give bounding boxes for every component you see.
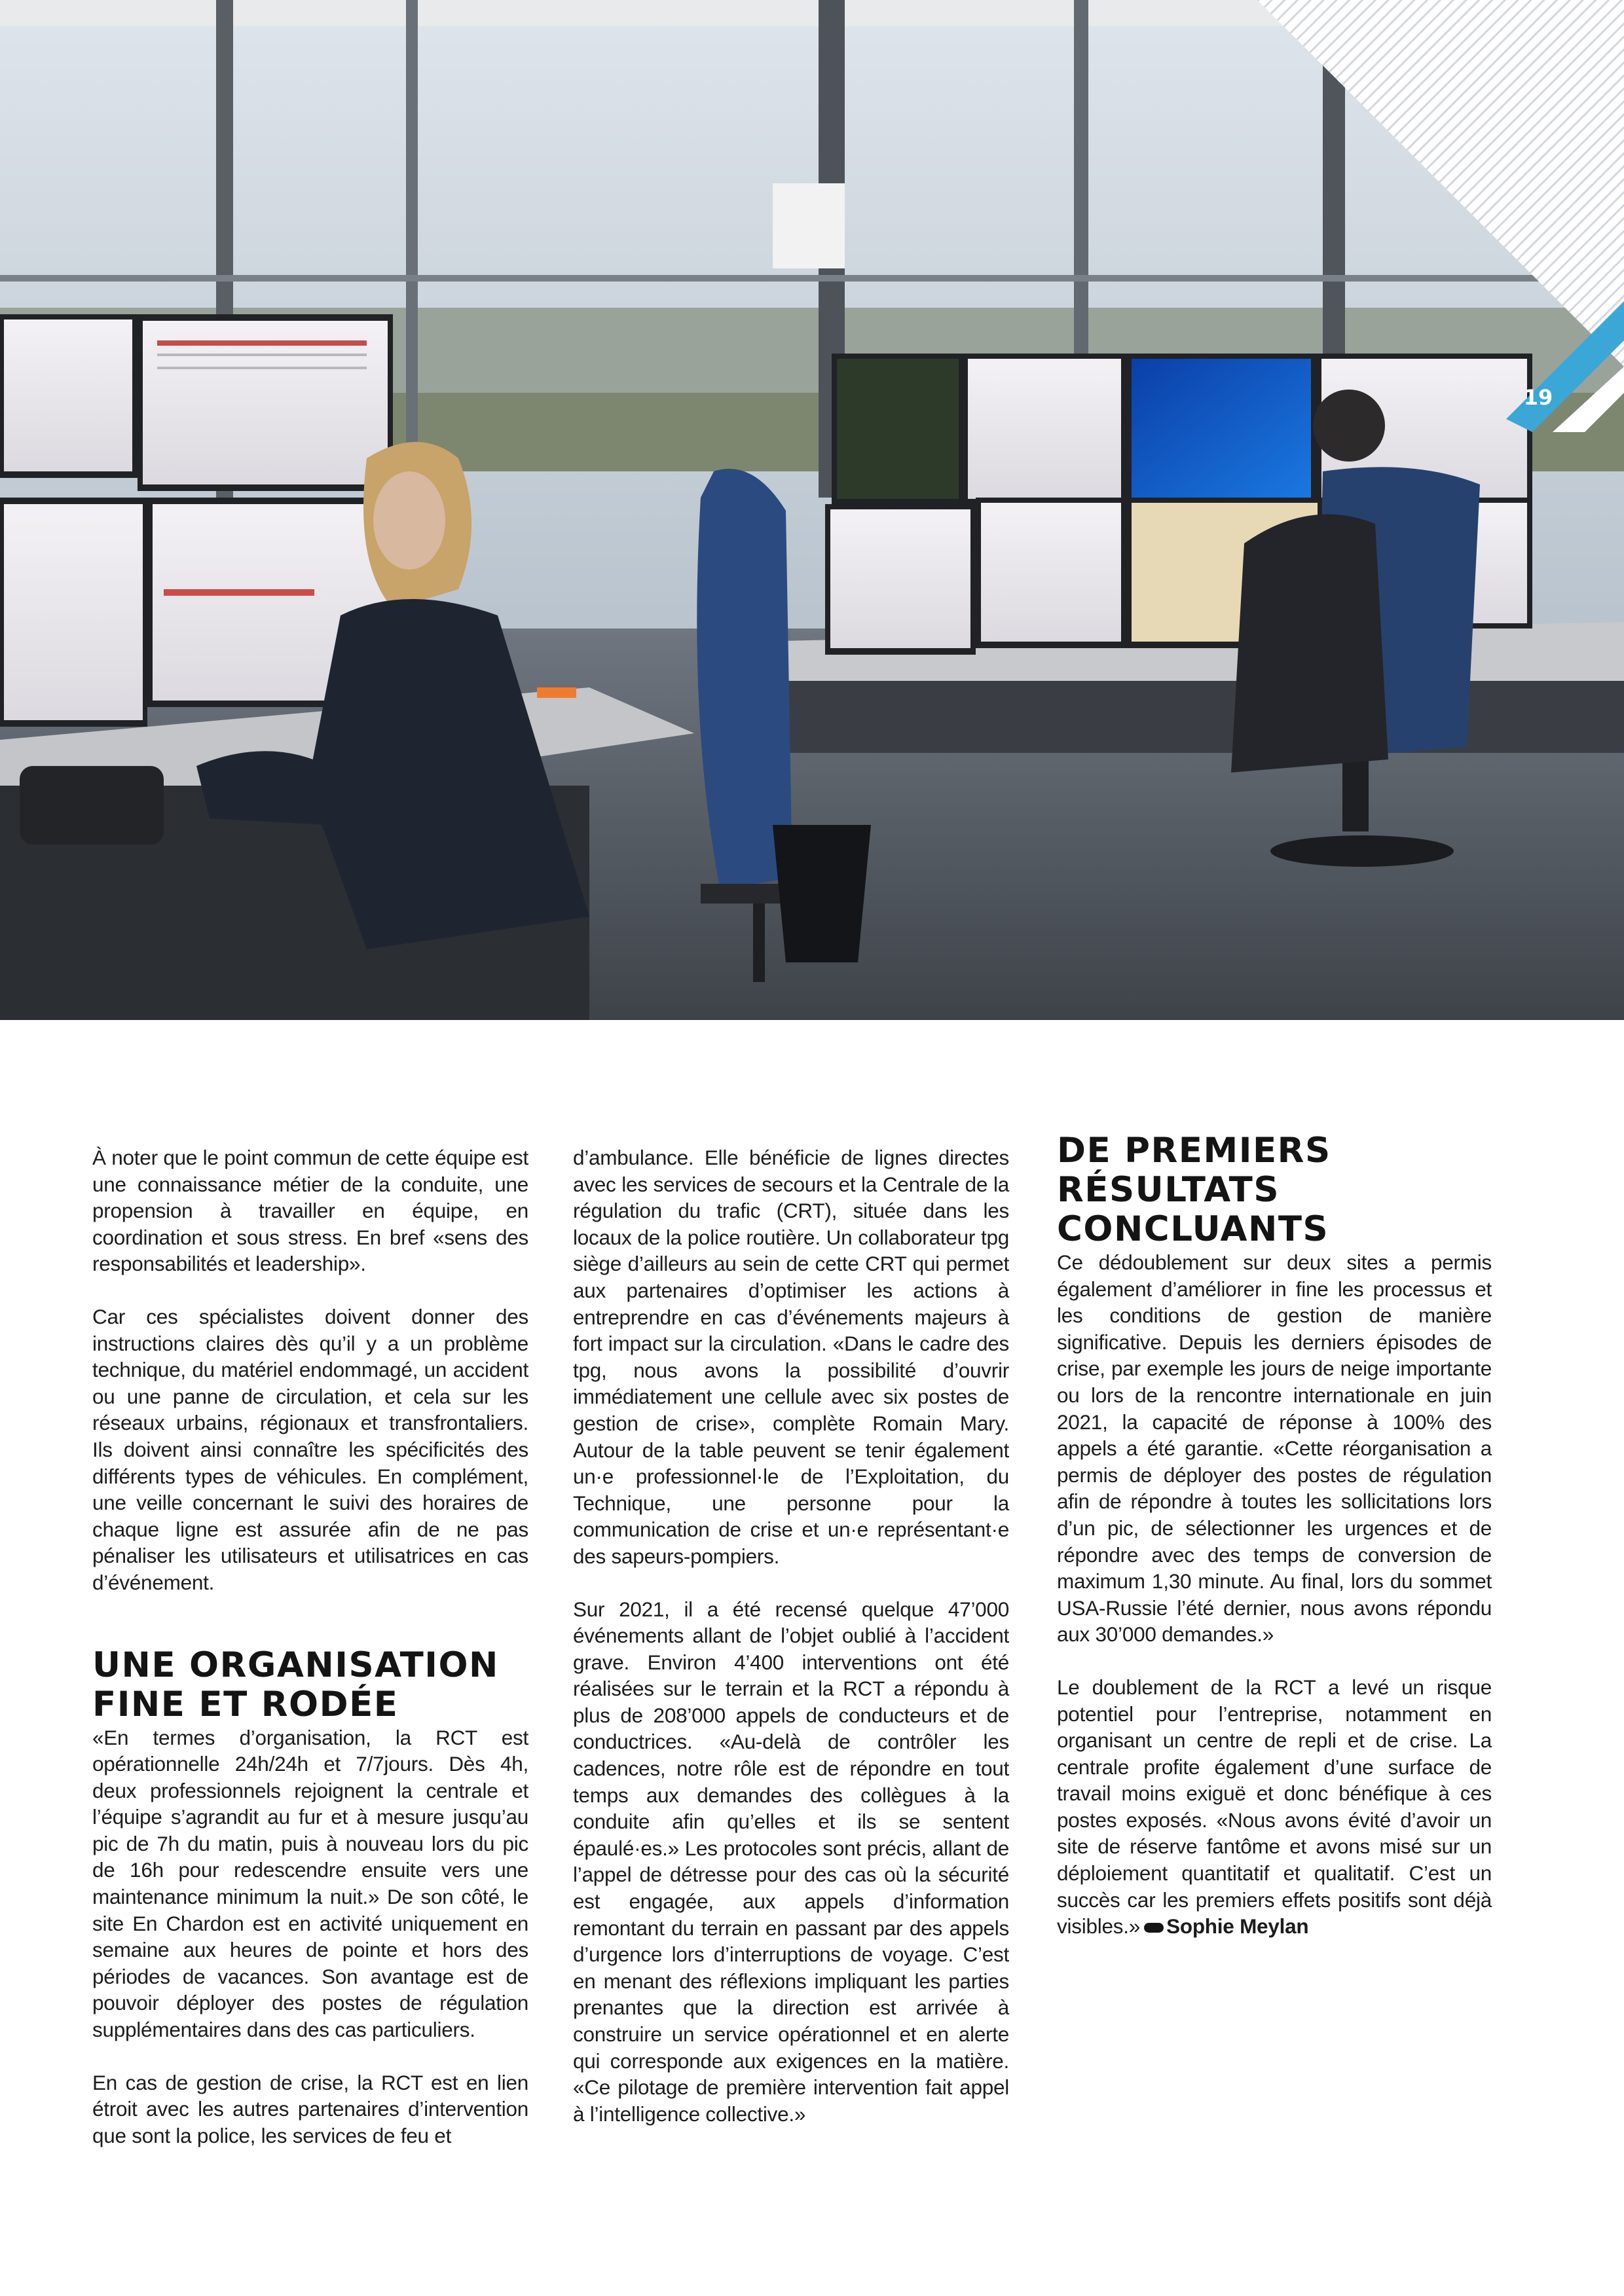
page-number: 19 [1523,385,1553,410]
closing-paragraph [1057,1674,1492,1940]
paragraph: Ce dédoublement sur deux sites a permis également d’améliorer in fine les processus et les conditions de gestion de manière significative. Depuis les derniers épisodes de crise, par exemple les jours de neige importante ou lors de la rencontre internationale en juin 2021, la capacité de réponse à 100% des appels a été garantie. «Cette réorganisation a permis de déployer des postes de régulation afin de répondre à toutes les sollicitations lors d’un pic, de sélectionner les urgences et de répondre avec des temps de conversion de maximum 1,30 minute. Au final, lors du sommet USA-Russie l’été dernier, nous avons répondu aux 30’000 demandes.» [1057,1250,1492,1647]
signature-mark-icon [1144,1923,1164,1933]
paragraph: À noter que le point commun de cette équipe est une connaissance métier de la conduite, une propension à travailler en équipe, en coordination et sous stress. En bref «sens des responsabilités et leadership». [92,1146,528,1276]
paragraph: «En termes d’organisation, la RCT est opérationnelle 24h/24h et 7/7jours. Dès 4h, deux professionnels rejoignent la centrale et l’équipe s’agrandit au fur et à mesure jusqu’au pic de 7h du matin, puis à nouveau lors du pic de 16h pour redescendre ensuite vers une maintenance minimum la nuit.» De son côté, le site En Chardon est en activité uniquement en semaine aux heures de pointe et hors des périodes de vacances. Son avantage est de pouvoir déployer des postes de régulation supplémentaires dans des cas particuliers. [92,1725,528,2042]
paragraph: Car ces spécialistes doivent donner des instructions claires dès qu’il y a un problème technique, du matériel endommagé, un accident ou une panne de circulation, et cela sur les réseaux urbains, régionaux et transfrontaliers. Ils doivent ainsi connaître les spécificités des différents types de véhicules. En complément, une veille concernant le suivi des horaires de chaque ligne est assurée afin de ne pas pénaliser les utilisateurs et utilisatrices en cas d’événement. [92,1304,528,1594]
paragraph: En cas de gestion de crise, la RCT est en lien étroit avec les autres partenaires d’intervention que sont la police, les services de feu et [92,2070,528,2147]
section-heading: DE PREMIERS RÉSULTATS CONCLUANTS [1057,1131,1331,1249]
paragraph-text: Le doublement de la RCT a levé un risque potentiel pour l’entreprise, notamment en organisant un centre de repli et de crise. La centrale profite également d’une surface de travail moins exiguë et donc bénéfique à ces postes exposés. «Nous avons évité d’avoir un site de réserve fantôme et avons misé sur un déploiement quantitatif et qualitatif. C’est un succès car les premiers effets positifs sont déjà visibles.» [1057,1675,1492,1939]
article-column-1 [92,1144,528,2149]
page-corner-decoration [1257,0,1624,432]
paragraph: d’ambulance. Elle bénéficie de lignes directes avec les services de secours et la Centrale de la régulation du trafic (CRT), située dans les locaux de la police routière. Un collaborateur tpg siège d’ailleurs au sein de cette CRT qui permet aux partenaires d’optimiser les actions à entreprendre en cas d’événements majeurs à fort impact sur la circulation. «Dans le cadre des tpg, nous avons la possibilité d’ouvrir immédiatement une cellule avec six postes de gestion de crise», complète Romain Mary. Autour de la table peuvent se tenir également un·e professionnel·le de l’Exploitation, du Technique, une personne pour la communication de crise et un·e représentant·e des sapeurs-pompiers. [573,1146,1009,1568]
article-column-3 [1057,1131,1492,1940]
paragraph: Sur 2021, il a été recensé quelque 47’000 événements allant de l’objet oublié à l’accident grave. Environ 4’400 interventions ont été réalisées sur le terrain et la RCT a répondu à plus de 208’000 appels de conducteurs et de conductrices. «Au-delà de contrôler les cadences, notre rôle est de répondre en tout temps aux demandes des collègues à la conduite afin qu’elles et ils se sentent épaulé·es.» Les protocoles sont précis, allant de l’appel de détresse pour des cas où la sécurité est engagée, aux appels d’information remontant du terrain en passant par des appels d’urgence lors d’interruptions de voyage. C’est en menant des réflexions impliquant les parties prenantes que la direction est arrivée à construire un service opérationnel et en alerte qui corresponde aux exigences en la matière. «Ce pilotage de première intervention fait appel à l’intelligence collective.» [573,1597,1009,2126]
section-heading: UNE ORGANISATION FINE ET RODÉE [92,1645,499,1724]
article-column-2 [573,1144,1009,2127]
author-name: Sophie Meylan [1166,1914,1309,1939]
